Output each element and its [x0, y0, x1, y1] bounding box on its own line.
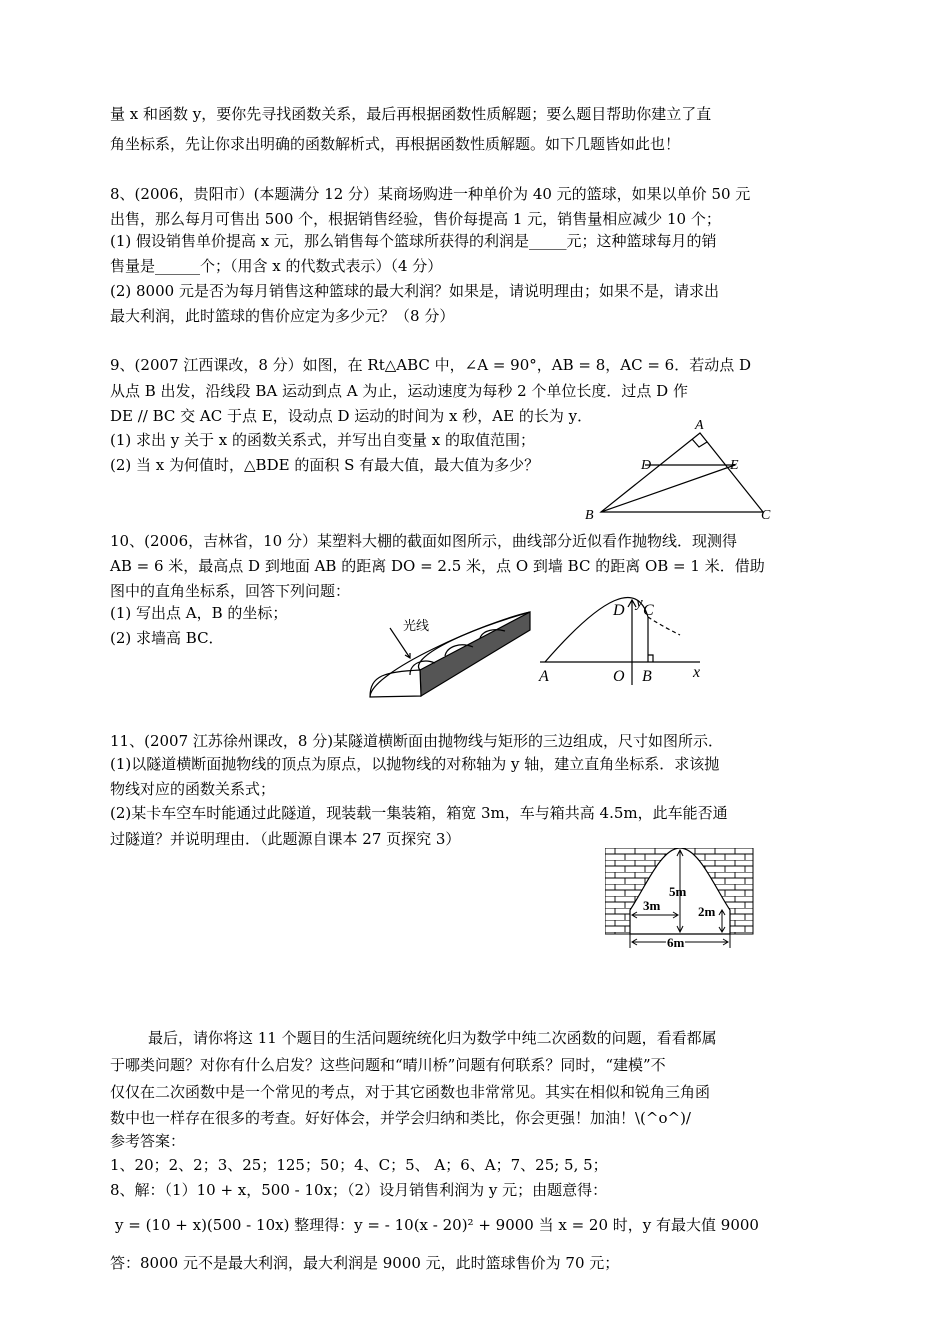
q11-line-4: (2)某卡车空车时能通过此隧道，现装载一集装箱，箱宽 3m，车与箱共高 4.5m，此车能否通 — [110, 804, 728, 822]
q10-label-o: O — [613, 668, 625, 685]
q9-line-1: 9、(2007 江西课改，8 分）如图，在 Rt△ABC 中，∠A = 90°，AB = 8，AC = 6．若动点 D — [110, 356, 752, 374]
q11-label-3m: 3m — [643, 898, 661, 913]
q9-line-4: (1) 求出 y 关于 x 的函数关系式，并写出自变量 x 的取值范围； — [110, 431, 536, 449]
q8-line-2: 出售，那么每月可售出 500 个，根据销售经验，售价每提高 1 元，销售量相应减少 10 个； — [110, 210, 721, 228]
intro-line-1: 量 x 和函数 y，要你先寻找函数关系，最后再根据函数性质解题；要么题目帮助你建立了直 — [110, 105, 712, 123]
q11-line-2: (1)以隧道横断面抛物线的顶点为原点，以抛物线的对称轴为 y 轴，建立直角坐标系．求该抛 — [110, 755, 720, 773]
closing-line-1: 最后，请你将这 11 个题目的生活问题统统化归为数学中纯二次函数的问题，看看都属 — [148, 1029, 717, 1047]
q11-label-2m: 2m — [698, 904, 716, 919]
answers-line-2: 8、解：（1）10 + x，500 - 10x；（2）设月销售利润为 y 元；由题意得： — [110, 1181, 608, 1199]
q11-label-6m: 6m — [667, 935, 685, 950]
q11-line-5: 过隧道？并说明理由．（此题源自课本 27 页探究 3） — [110, 830, 461, 848]
q10-coordinate-figure — [535, 595, 715, 690]
q10-label-b: B — [642, 668, 652, 685]
q9-label-d: D — [641, 458, 652, 473]
answers-line-4: 答：8000 元不是最大利润，最大利润是 9000 元，此时篮球售价为 70 元； — [110, 1254, 620, 1272]
closing-line-2: 于哪类问题？对你有什么启发？这些问题和“晴川桥”问题有何联系？同时，“建模”不 — [110, 1056, 666, 1074]
q10-line-1: 10、(2006，吉林省，10 分）某塑料大棚的截面如图所示，曲线部分近似看作抛物线．现测得 — [110, 532, 737, 550]
q8-line-3: (1) 假设销售单价提高 x 元，那么销售每个篮球所获得的利润是_____元；这种篮球每月的销 — [110, 232, 717, 250]
q11-label-5m: 5m — [669, 884, 687, 899]
q9-line-2: 从点 B 出发，沿线段 BA 运动到点 A 为止，运动速度为每秒 2 个单位长度．过点 D 作 — [110, 382, 688, 400]
q10-line-5: (2) 求墙高 BC． — [110, 629, 224, 647]
answers-line-3: y = (10 + x)(500 - 10x) 整理得：y = - 10(x - 20)² + 9000 当 x = 20 时，y 有最大值 9000 — [115, 1216, 759, 1234]
q9-label-e: E — [730, 458, 739, 473]
q8-line-1: 8、(2006，贵阳市）(本题满分 12 分）某商场购进一种单价为 40 元的篮球，如果以单价 50 元 — [110, 185, 751, 203]
q10-light-label: 光线 — [403, 619, 430, 634]
q10-line-2: AB = 6 米，最高点 D 到地面 AB 的距离 DO = 2.5 米，点 O 到墙 BC 的距离 OB = 1 米．借助 — [110, 557, 765, 575]
q9-triangle-figure — [575, 415, 775, 530]
q9-label-b: B — [585, 508, 594, 523]
q11-line-3: 物线对应的函数关系式； — [110, 780, 276, 798]
q10-label-d: D — [613, 602, 625, 619]
q8-line-6: 最大利润，此时篮球的售价应定为多少元？（8 分） — [110, 307, 455, 325]
q9-label-c: C — [761, 508, 771, 523]
q10-line-3: 图中的直角坐标系，回答下列问题： — [110, 582, 351, 600]
q10-greenhouse-figure — [355, 600, 540, 705]
q10-label-x: x — [693, 664, 701, 681]
answers-title: 参考答案： — [110, 1132, 186, 1150]
q8-line-5: (2) 8000 元是否为每月销售这种篮球的最大利润？如果是，请说明理由；如果不是，请求出 — [110, 282, 719, 300]
q9-label-a: A — [695, 418, 704, 433]
q10-label-a: A — [539, 668, 549, 685]
q9-line-5: (2) 当 x 为何值时，△BDE 的面积 S 有最大值，最大值为多少？ — [110, 456, 540, 474]
answers-line-1: 1、20；2、2；3、25；125；50；4、C；5、 A；6、A；7、25; 5, 5； — [110, 1156, 608, 1174]
q10-line-4: (1) 写出点 A，B 的坐标； — [110, 604, 288, 622]
q9-line-3: DE // BC 交 AC 于点 E，设动点 D 运动的时间为 x 秒，AE 的长为 y． — [110, 407, 593, 425]
q8-line-4: 售量是______个；（用含 x 的代数式表示）（4 分） — [110, 257, 443, 275]
intro-line-2: 角坐标系，先让你求出明确的函数解析式，再根据函数性质解题。如下几题皆如此也！ — [110, 135, 681, 153]
closing-line-4: 数中也一样存在很多的考查。好好体会，并学会归纳和类比，你会更强！加油！\(^o^)/ — [110, 1109, 691, 1127]
closing-line-3: 仅仅在二次函数中是一个常见的考点，对于其它函数也非常常见。其实在相似和锐角三角函 — [110, 1083, 711, 1101]
q10-label-y: y — [636, 595, 643, 611]
q10-label-c: C — [643, 602, 654, 619]
q11-line-1: 11、(2007 江苏徐州课改，8 分)某隧道横断面由抛物线与矩形的三边组成，尺寸如图所示． — [110, 732, 724, 750]
q11-tunnel-figure — [605, 848, 755, 953]
